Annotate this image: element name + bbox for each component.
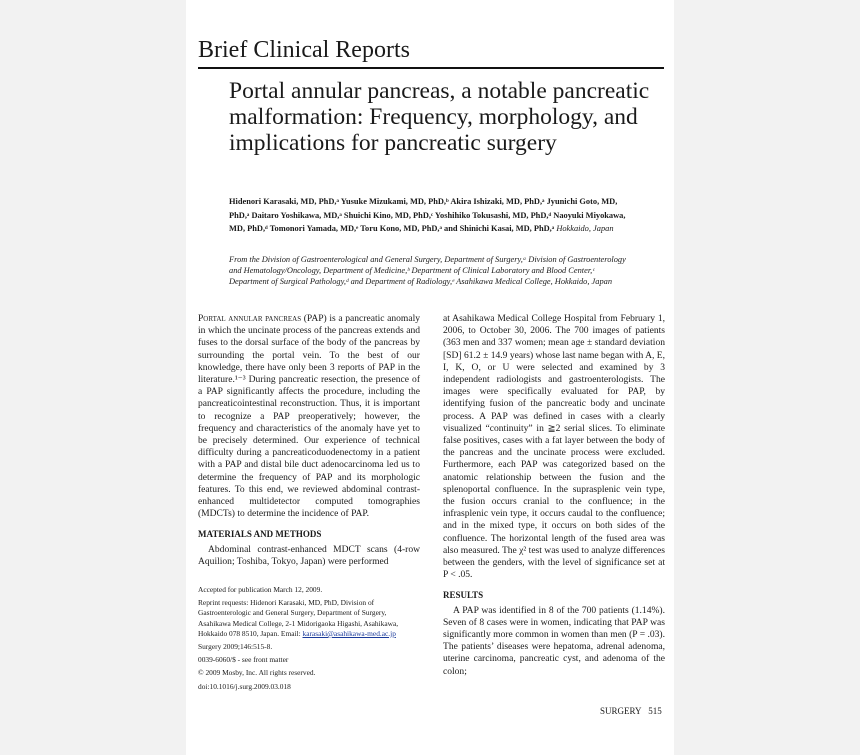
page-number: 515 [648, 706, 662, 716]
journal-name: SURGERY [600, 706, 642, 716]
accepted-note: Accepted for publication March 12, 2009. [198, 585, 323, 594]
citation-note: Surgery 2009;146:515-8. [198, 642, 273, 652]
reprint-text: Reprint requests: Hidenori Karasaki, MD, PhD, Division of Gastroenterologic and General Surgery, Department of Surgery, Asahikawa Medical College, 2-1 Midorigaoka Higashi, Asahikawa, Hokkaido 078 8510, Japan. Email: [198, 598, 399, 638]
copyright-note: © 2009 Mosby, Inc. All rights reserved. [198, 668, 316, 678]
doi-note: doi:10.1016/j.surg.2009.03.018 [198, 681, 291, 691]
affiliation: From the Division of Gastroenterological and General Surgery, Department of Surgery,ᵃ Division of Gastroenterology and Hematology/Oncology, Department of Medicine,ᵇ Department of Clinical Laboratory and Blood Center,ᶜ Department of Surgical Pathology,ᵈ and Department of Radiology,ᵉ Asahikawa Medical College, Hokkaido, Japan [229, 255, 626, 287]
header-rule [198, 67, 664, 69]
intro-lead: Portal annular pancreas [198, 313, 302, 324]
methods-heading: MATERIALS AND METHODS [198, 529, 322, 540]
intro-text: (PAP) is a pancreatic anomaly in which the uncinate process of the pancreas extends and fuses to the dorsal surface of the body of the pancreas by surrounding the portal vein. To the best of our knowledge, there have only been 3 reports of PAP in the literature.¹⁻³ During pancreatic resection, the presence of a PAP significantly affects the procedure, including the pancreaticointestinal reconstruction. Thus, it is important to recognize a PAP preoperatively; however, the frequency and characteristics of the anomaly have yet to be precisely determined. Our experience of technical difficulty during a pancreaticoduodenectomy in a patient with a PAP and distal bile duct adenocarcinoma led us to determine the frequency of PAP and its morphologic features. To this end, we reviewed abdominal contrast-enhanced multidetector computed tomographies (MDCTs) to determine the incidence of PAP. [198, 313, 421, 520]
issn-note: 0039-6060/$ - see front matter [198, 655, 289, 665]
authors-location: Hokkaido, Japan [556, 224, 614, 233]
intro-paragraph [198, 313, 420, 520]
authors-names: Hidenori Karasaki, MD, PhD,ᵃ Yusuke Mizukami, MD, PhD,ᵇ Akira Ishizaki, MD, PhD,ᵃ Jyunichi Goto, MD, PhD,ᵃ Daitaro Yoshikawa, MD,ᵃ Shuichi Kino, MD, PhD,ᶜ Yoshihiko Tokusashi, MD, PhD,ᵈ Naoyuki Miyokawa, MD, PhD,ᵈ Tomonori Yamada, MD,ᵉ Toru Kono, MD, PhD,ᵃ and Shinichi Kasai, MD, PhD,ᵃ [229, 197, 626, 233]
methods-text-right: at Asahikawa Medical College Hospital from February 1, 2006, to October 30, 2006. The 700 images of patients (363 men and 337 women; mean age ± standard deviation [SD] 61.2 ± 14.9 years) whose last name began with A, E, I, K, O, or U were selected and examined by 3 independent radiologists and gastroenterologists. The images were specifically evaluated for PAP, by identifying fusion of the pancreatic body and uncinate process. A PAP was defined in cases with a clearly visualized “continuity” in ≧2 serial slices. To eliminate false positives, cases with a fat layer between the body of the pancreas and the uncinate process were excluded. Furthermore, each PAP was categorized based on the anatomic relationship between the fusion and the splenoportal confluence. In the suprasplenic vein type, the fusion occurs cranial to the confluence; in the infrasplenic vein type, it occurs caudal to the confluence; and in the mixed type, it occurs on both sides of the confluence. The horizontal length of the fused area was also measured. The χ² test was used to analyze differences between the genders, with the level of significance set at P < .05. [443, 313, 666, 581]
article-title: Portal annular pancreas, a notable pancreatic malformation: Frequency, morphology, and implications for pancreatic surgery [229, 78, 650, 156]
left-column [198, 313, 420, 568]
section-title: Brief Clinical Reports [198, 37, 410, 63]
email-link[interactable]: karasaki@asahikawa-med.ac.jp [302, 628, 396, 638]
right-column [443, 313, 665, 678]
results-text: A PAP was identified in 8 of the 700 patients (1.14%). Seven of 8 cases were in women, indicating that PAP was significantly more common in women than men (P = .03). The patients’ diseases were hepatoma, adrenal adenoma, uterine carcinoma, pancreatic cyst, and adenoma of the colon; [443, 604, 665, 677]
page-footer [600, 706, 662, 716]
reprint-note [198, 598, 420, 639]
methods-text-left: Abdominal contrast-enhanced MDCT scans (4-row Aquilion; Toshiba, Tokyo, Japan) were performed [198, 543, 420, 567]
author-list [229, 195, 629, 236]
results-heading: RESULTS [443, 590, 484, 601]
footnotes [198, 585, 420, 695]
